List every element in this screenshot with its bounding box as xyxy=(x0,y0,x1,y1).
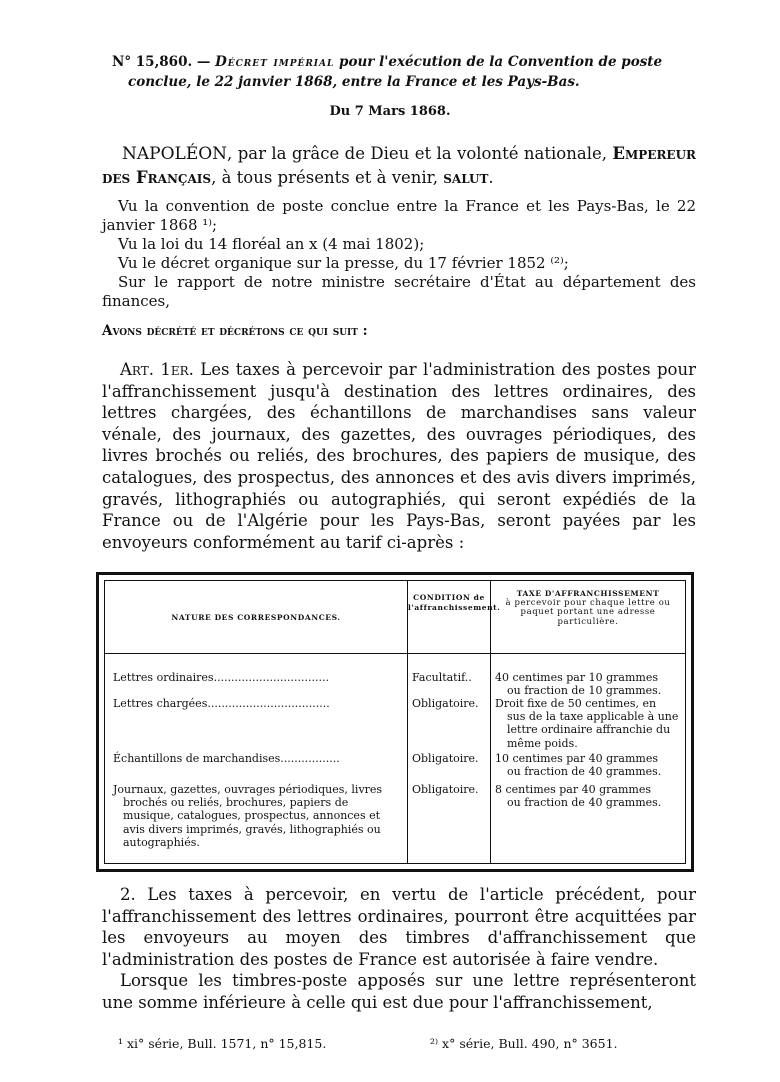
article-1-text: Les taxes à percevoir par l'administration des postes pour l'affranchissement jusqu'à destination des lettres ordinaires, des lettres chargées, des échantillons de marchandises sans valeur vénale, des journaux, des gazettes, des ouvrages périodiques, des livres brochés ou reliés, des brochures, des papiers de musique, des catalogues, des prospectus, des annonces et des avis divers imprimés, gravés, lithographiés ou autographiés, qui seront expédiés de la France ou de l'Algérie pour les Pays-Bas, seront payées par les envoyeurs conformément au tarif ci-après : xyxy=(102,360,696,552)
article-1-label: Art. 1er. xyxy=(120,360,194,379)
header-taxe-sub: à percevoir pour chaque lettre ou paquet portant une adresse particulière. xyxy=(505,597,671,627)
tariff-table xyxy=(96,572,694,872)
footnote-1: ¹ xi° série, Bull. 1571, n° 15,815. xyxy=(118,1036,327,1051)
preamble-text: , par la grâce de Dieu et la volonté nationale, xyxy=(227,144,607,163)
salut-end: . xyxy=(488,168,494,187)
taxe-line1: 40 centimes par 10 grammes xyxy=(495,671,658,684)
table-row-nature: Échantillons de marchandises................. xyxy=(113,752,340,765)
preamble xyxy=(102,142,696,190)
header-condition: CONDITION de l'affranchissement. xyxy=(408,593,501,612)
table-row-taxe xyxy=(495,697,689,750)
heading-title-line2: conclue, le 22 janvier 1868, entre la France et les Pays-Bas. xyxy=(128,74,580,90)
considerants xyxy=(102,197,696,311)
article-2-para2: Lorsque les timbres-poste apposés sur une lettre représenteront une somme inférieure à celle qui est due pour l'affranchissement, xyxy=(102,971,696,1012)
considerant: Sur le rapport de notre ministre secrétaire d'État au département des finances, xyxy=(102,273,696,310)
footnote-2: ²⁾ x° série, Bull. 490, n° 3651. xyxy=(430,1036,618,1051)
table-row-condition: Obligatoire. xyxy=(412,697,479,710)
emperor-title: Empereur des Français xyxy=(102,144,697,187)
header-taxe xyxy=(491,589,685,627)
article-2 xyxy=(102,884,696,1014)
salut: salut xyxy=(443,168,489,187)
decree-date: Du 7 Mars 1868. xyxy=(329,104,451,119)
enacting-text: Avons décrété et décrétons ce qui suit : xyxy=(102,323,368,339)
taxe-line2: sus de la taxe applicable à une lettre ordinaire affranchie du même poids. xyxy=(507,710,679,750)
heading-title-line1: pour l'exécution de la Convention de poste xyxy=(339,54,663,70)
considerant: Vu la convention de poste conclue entre la France et les Pays-Bas, le 22 janvier 1868 ¹⁾; xyxy=(102,197,696,234)
table-row-taxe xyxy=(495,671,689,697)
taxe-line1: Droit fixe de 50 centimes, en xyxy=(495,697,657,710)
table-row-taxe xyxy=(495,752,689,778)
nature-text: Journaux, gazettes, ouvrages périodiques, livres brochés ou reliés, brochures, papiers de musique, catalogues, prospectus, annonces et avis divers imprimés, gravés, lithographiés ou autographiés. xyxy=(113,783,383,849)
article-2-para1: 2. Les taxes à percevoir, en vertu de l'article précédent, pour l'affranchissement des lettres ordinaires, pourront être acquittées par les envoyeurs au moyen des timbres d'affranchissement que l'administration des postes de France est autorisée à faire vendre. xyxy=(102,885,696,969)
column-condition xyxy=(408,581,501,863)
taxe-line2: ou fraction de 40 grammes. xyxy=(507,796,662,810)
table-row-condition: Obligatoire. xyxy=(412,783,479,796)
header-nature: NATURE DES CORRESPONDANCES. xyxy=(171,613,341,622)
table-row-condition: Facultatif.. xyxy=(412,671,472,684)
taxe-line1: 10 centimes par 40 grammes xyxy=(495,752,658,765)
heading-dash: — xyxy=(196,54,211,70)
article-1 xyxy=(102,359,696,553)
decree-heading xyxy=(112,52,692,92)
considerant: Vu le décret organique sur la presse, du 17 février 1852 ⁽²⁾; xyxy=(118,254,569,272)
header-taxe-title: TAXE D'AFFRANCHISSEMENT xyxy=(516,589,660,598)
taxe-line2: ou fraction de 10 grammes. xyxy=(507,684,662,698)
table-row-nature: Lettres chargées................................... xyxy=(113,697,330,710)
preamble-end: , à tous présents et à venir, xyxy=(211,168,439,187)
decree-number: N° 15,860. xyxy=(112,54,193,70)
taxe-line1: 8 centimes par 40 grammes xyxy=(495,783,651,796)
considerant: Vu la loi du 14 floréal an x (4 mai 1802); xyxy=(118,235,425,253)
emperor-name: NAPOLÉON xyxy=(122,144,228,164)
taxe-line2: ou fraction de 40 grammes. xyxy=(507,765,662,779)
table-row-taxe xyxy=(495,783,689,809)
decree-label: Décret impérial xyxy=(215,54,335,70)
table-row-condition: Obligatoire. xyxy=(412,752,479,765)
table-row-nature xyxy=(113,783,401,849)
table-row-nature: Lettres ordinaires................................. xyxy=(113,671,329,684)
enacting-clause xyxy=(102,322,696,342)
